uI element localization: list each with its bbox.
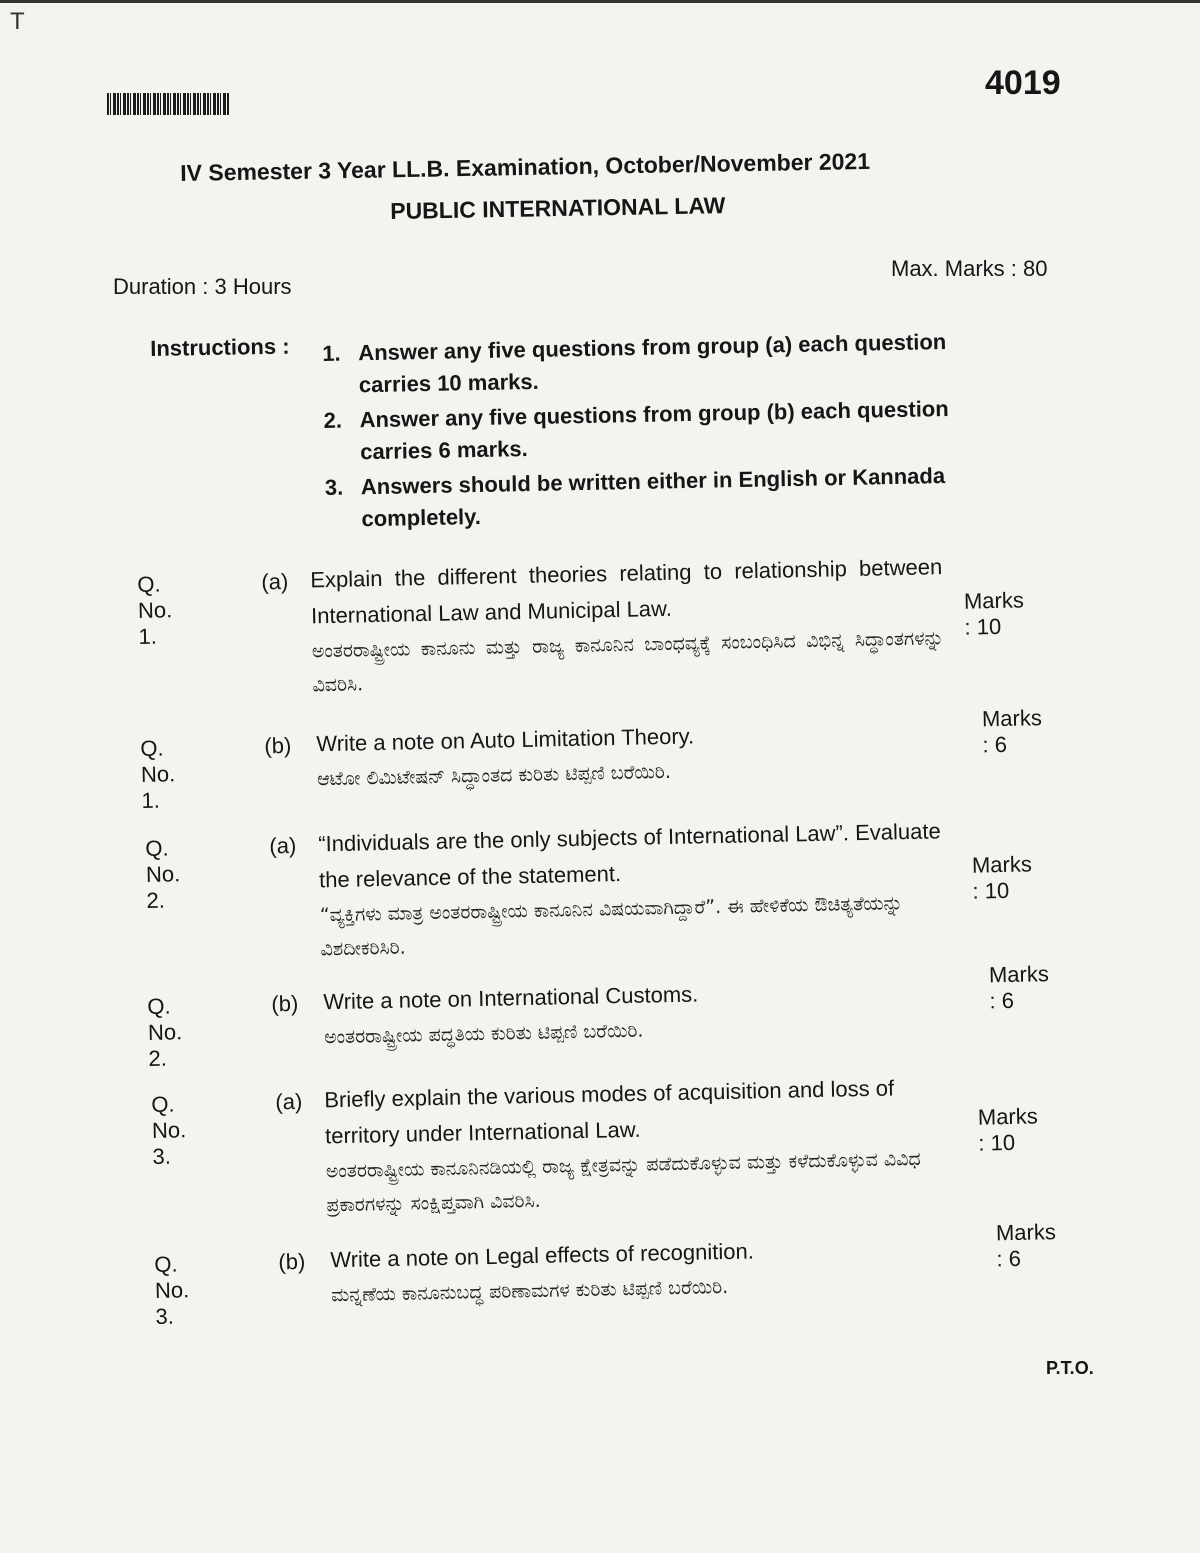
question-marks: Marks : 10 xyxy=(971,851,1033,904)
question-text xyxy=(330,1229,951,1312)
question-kannada: ಅಂತರರಾಷ್ಟ್ರೀಯ ಕಾನೂನು ಮತ್ತು ರಾಜ್ಯ ಕಾನೂನಿನ ಬಾಂಧವ್ಯಕ್ಕೆ ಸಂಬಂಧಿಸಿದ ವಿಭಿನ್ನ ಸಿದ್ಧಾಂತಗಳನ್ನು ವಿವರಿಸಿ. xyxy=(311,627,944,697)
question-english: Write a note on International Customs. xyxy=(323,981,699,1015)
question-marks: Marks : 10 xyxy=(963,587,1025,640)
question-text xyxy=(323,971,944,1054)
instruction-text: Answer any five questions from group (a) each question carries 10 marks. xyxy=(358,329,947,398)
question-text xyxy=(318,813,961,966)
question-label: Q. No. 3. xyxy=(154,1251,190,1329)
question-text xyxy=(316,713,937,796)
instructions-label: Instructions : xyxy=(150,333,290,361)
question-english: Write a note on Auto Limitation Theory. xyxy=(316,723,695,757)
question-marks: Marks : 10 xyxy=(977,1103,1038,1156)
question-marks: Marks : 6 xyxy=(981,705,1043,758)
question-part: (b) xyxy=(278,1248,306,1275)
page-turn-over: P.T.O. xyxy=(1046,1358,1094,1378)
instruction-number: 1. xyxy=(322,340,341,366)
barcode-icon xyxy=(107,93,229,115)
question-english: Write a note on Legal effects of recognition. xyxy=(330,1238,755,1273)
instruction-item xyxy=(323,393,964,469)
question-part: (a) xyxy=(269,832,297,859)
question-part: (a) xyxy=(261,568,289,595)
instruction-item xyxy=(325,460,966,536)
question-text xyxy=(310,549,945,702)
question-label: Q. No. 2. xyxy=(147,993,183,1071)
question-label: Q. No. 2. xyxy=(145,835,181,913)
duration: Duration : 3 Hours xyxy=(113,274,292,299)
paper-code: 4019 xyxy=(985,64,1061,102)
question-marks: Marks : 6 xyxy=(995,1219,1057,1272)
instruction-number: 3. xyxy=(324,474,344,500)
question-kannada: ಆಟೋ ಲಿಮಿಟೇಷನ್ ಸಿದ್ಧಾಂತದ ಕುರಿತು ಟಿಪ್ಪಣಿ ಬರೆಯಿರಿ. xyxy=(316,760,672,791)
question-english: “Individuals are the only subjects of International Law”. Evaluate the relevance of the statement. xyxy=(318,818,941,893)
question-part: (a) xyxy=(275,1088,303,1115)
question-english: Briefly explain the various modes of acquisition and loss of territory under International Law. xyxy=(324,1075,895,1149)
instruction-text: Answers should be written either in English or Kannada completely. xyxy=(360,463,946,532)
exam-title: IV Semester 3 Year LL.B. Examination, October/November 2021 xyxy=(180,147,871,186)
corner-mark: T xyxy=(10,8,25,35)
question-label: Q. No. 1. xyxy=(137,571,173,649)
question-kannada: ಅಂತರರಾಷ್ಟ್ರೀಯ ಪದ್ಧತಿಯ ಕುರಿತು ಟಿಪ್ಪಣಿ ಬರೆಯಿರಿ. xyxy=(323,1019,644,1049)
question-text xyxy=(324,1069,967,1222)
subject-title: PUBLIC INTERNATIONAL LAW xyxy=(390,192,726,224)
question-marks: Marks : 6 xyxy=(988,961,1050,1014)
instructions-list xyxy=(322,326,966,539)
question-part: (b) xyxy=(271,990,299,1017)
instruction-item xyxy=(322,326,963,402)
question-english: Explain the different theories relating to relationship between International Law and Municipal Law. xyxy=(310,554,943,629)
question-label: Q. No. 3. xyxy=(151,1091,187,1169)
instruction-number: 2. xyxy=(323,407,343,433)
max-marks: Max. Marks : 80 xyxy=(891,256,1048,281)
question-label: Q. No. 1. xyxy=(140,735,176,813)
scan-edge-line xyxy=(0,0,1200,3)
question-part: (b) xyxy=(264,732,292,759)
question-kannada: “ವ್ಯಕ್ತಿಗಳು ಮಾತ್ರ ಅಂತರರಾಷ್ಟ್ರೀಯ ಕಾನೂನಿನ ವಿಷಯವಾಗಿದ್ದಾರೆ”. ಈ ಹೇಳಿಕೆಯ ಔಚಿತ್ಯತೆಯನ್ನು ವಿಶದೀಕರಿಸಿರಿ. xyxy=(319,892,903,961)
question-kannada: ಅಂತರರಾಷ್ಟ್ರೀಯ ಕಾನೂನಿನಡಿಯಲ್ಲಿ ರಾಜ್ಯ ಕ್ಷೇತ್ರವನ್ನು ಪಡೆದುಕೊಳ್ಳುವ ಮತ್ತು ಕಳೆದುಕೊಳ್ಳುವ ವಿವಿಧ ಪ್ರಕಾರಗಳನ್ನು ಸಂಕ್ಷಿಪ್ತವಾಗಿ ವಿವರಿಸಿ. xyxy=(325,1147,921,1217)
instruction-text: Answer any five questions from group (b) each question carries 6 marks. xyxy=(359,395,949,465)
question-kannada: ಮನ್ನಣೆಯ ಕಾನೂನುಬದ್ಧ ಪರಿಣಾಮಗಳ ಕುರಿತು ಟಿಪ್ಪಣಿ ಬರೆಯಿರಿ. xyxy=(330,1275,729,1307)
